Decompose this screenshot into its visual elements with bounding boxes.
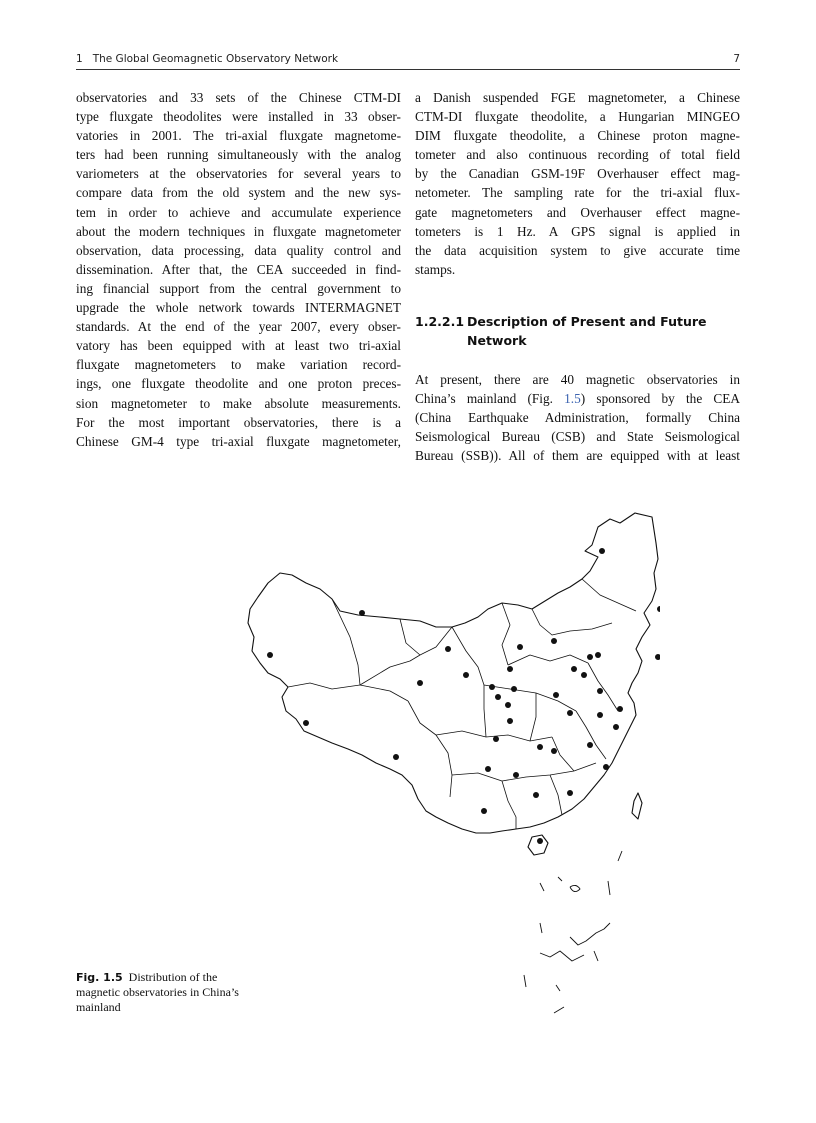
observatory-dot: [417, 680, 423, 686]
observatory-dot: [445, 646, 451, 652]
text-line: For the most important observatories, there is a: [76, 414, 401, 430]
text-line: vatory has been equipped with at least two tri-axial: [76, 338, 401, 354]
page-number: 7: [733, 53, 740, 65]
island-mark: [540, 923, 542, 933]
observatory-dot: [551, 748, 557, 754]
text-line: (China Earthquake Administration, formally China: [415, 410, 740, 426]
text-line: CTM-DI fluxgate theodolite, a Hungarian MINGEO: [415, 109, 740, 125]
section-heading: [415, 312, 740, 350]
province-border: [576, 711, 606, 759]
figure-caption: [76, 970, 246, 1015]
text-line: netometer. The sampling rate for the tri-axial flux-: [415, 185, 740, 201]
province-border: [502, 603, 510, 665]
chapter-number: 1: [76, 53, 83, 65]
observatory-dot: [655, 654, 660, 660]
province-border: [550, 775, 562, 815]
observatory-dot: [581, 672, 587, 678]
map-svg: [240, 505, 660, 1025]
section-title: Description of Present and Future Network: [467, 313, 707, 348]
observatory-dot: [533, 792, 539, 798]
province-border: [452, 763, 596, 781]
text-line: dissemination. After that, the CEA succeeded in find-: [76, 261, 401, 277]
observatory-dot: [617, 706, 623, 712]
text-line: ings, one fluxgate theodolite and one proton preces-: [76, 376, 401, 392]
observatory-dot: [463, 672, 469, 678]
observatory-dot: [359, 610, 365, 616]
island-mark: [570, 923, 610, 945]
observatory-dot: [517, 644, 523, 650]
right-paragraph-1: [415, 88, 740, 279]
running-head-chapter: [76, 53, 338, 65]
text-line: ing financial support from the central government to: [76, 280, 401, 296]
observatory-dot: [551, 638, 557, 644]
observatory-dot: [493, 736, 499, 742]
taiwan-island: [632, 793, 642, 819]
observatory-dot: [603, 764, 609, 770]
observatory-dots: [267, 548, 660, 844]
observatory-dot: [587, 742, 593, 748]
text-segment: ) sponsored by the CEA: [580, 391, 740, 407]
province-border: [582, 579, 636, 611]
island-mark: [608, 881, 610, 895]
observatory-dot: [505, 702, 511, 708]
island-mark: [594, 951, 598, 961]
observatory-dot: [595, 652, 601, 658]
province-border: [408, 701, 452, 797]
text-line: vatories in 2001. The tri-axial fluxgate magnetome-: [76, 128, 401, 144]
text-line: At present, there are 40 magnetic observatories in: [415, 371, 740, 387]
observatory-dot: [537, 838, 543, 844]
text-line: Seismological Bureau (CSB) and State Seismological: [415, 429, 740, 445]
text-line: [415, 389, 740, 408]
island-mark: [558, 877, 562, 881]
text-line: about the modern techniques in fluxgate magnetometer: [76, 223, 401, 239]
island-mark: [570, 885, 580, 891]
text-line: a Danish suspended FGE magnetometer, a Chinese: [415, 90, 740, 105]
province-border: [530, 693, 536, 741]
text-line: variometers at the observatories for several years to: [76, 166, 401, 182]
observatory-dot: [489, 684, 495, 690]
text-line: tometers is 1 Hz. A GPS signal is applied in: [415, 223, 740, 239]
observatory-dot: [567, 710, 573, 716]
observatory-dot: [613, 724, 619, 730]
text-line: sion magnetometer to make absolute measurements.: [76, 395, 401, 411]
province-borders: [288, 579, 636, 829]
observatory-dot: [303, 720, 309, 726]
province-border: [508, 655, 588, 665]
province-border: [502, 781, 516, 829]
observatory-dot: [599, 548, 605, 554]
text-line: tem in order to achieve and accumulate experience: [76, 204, 401, 220]
observatory-dot: [393, 754, 399, 760]
figure-caption-text: Distribution of the magnetic observatories in China’s mainland: [76, 970, 239, 1014]
text-line: gate magnetometers and Overhauser effect magne-: [415, 204, 740, 220]
province-border: [588, 663, 618, 711]
island-mark: [540, 883, 544, 891]
island-mark: [524, 975, 526, 987]
chapter-title: The Global Geomagnetic Observatory Network: [92, 53, 339, 65]
text-line: by the Canadian GSM-19F Overhauser effect mag-: [415, 166, 740, 182]
section-number: 1.2.2.1: [415, 313, 465, 329]
province-border: [532, 609, 612, 635]
observatory-dot: [553, 692, 559, 698]
figure-reference-link[interactable]: 1.5: [564, 391, 581, 407]
island-mark: [556, 985, 560, 991]
text-line: upgrade the whole network towards INTERMAGNET: [76, 300, 401, 316]
island-mark: [618, 851, 622, 861]
text-line: compare data from the old system and the new sys-: [76, 185, 401, 201]
text-line: stamps.: [415, 261, 456, 277]
text-line: standards. At the end of the year 2007, every obser-: [76, 319, 401, 335]
observatory-dot: [657, 606, 660, 612]
observatory-dot: [481, 808, 487, 814]
text-line: type fluxgate theodolites were installed in 33 obser-: [76, 109, 401, 125]
running-head: [76, 53, 740, 69]
province-border: [400, 619, 452, 655]
text-segment: China’s mainland (Fig.: [415, 391, 565, 407]
observatory-dot: [507, 666, 513, 672]
province-border: [360, 655, 420, 685]
text-line: tometer and also continuous recording of total field: [415, 147, 740, 163]
left-paragraph: [76, 88, 401, 451]
observatory-dot: [587, 654, 593, 660]
province-border: [552, 737, 574, 771]
province-border: [484, 685, 486, 737]
right-paragraph-2: [415, 370, 740, 465]
observatory-dot: [571, 666, 577, 672]
observatory-dot: [513, 772, 519, 778]
right-column: [415, 88, 740, 465]
china-observatory-map: [240, 505, 660, 1025]
text-line: fluxgate magnetometers to make variation record-: [76, 357, 401, 373]
province-border: [288, 683, 408, 701]
south-china-sea-islands: [524, 851, 622, 1013]
text-line: observation, data processing, data quality control and: [76, 242, 401, 258]
text-line: DIM fluxgate theodolite, a Chinese proton magne-: [415, 128, 740, 144]
hainan-island: [528, 835, 548, 855]
observatory-dot: [267, 652, 273, 658]
observatory-dot: [511, 686, 517, 692]
island-mark: [554, 1007, 564, 1013]
left-column: [76, 88, 401, 451]
figure-label: Fig. 1.5: [76, 971, 123, 984]
observatory-dot: [507, 718, 513, 724]
text-line: ters had been running simultaneously with the analog: [76, 147, 401, 163]
text-line: the data acquisition system to give accurate time: [415, 242, 740, 258]
observatory-dot: [485, 766, 491, 772]
text-line: observatories and 33 sets of the Chinese CTM-DI: [76, 90, 401, 105]
island-mark: [540, 951, 584, 961]
observatory-dot: [537, 744, 543, 750]
observatory-dot: [495, 694, 501, 700]
observatory-dot: [597, 712, 603, 718]
header-rule: [76, 69, 740, 70]
observatory-dot: [567, 790, 573, 796]
observatory-dot: [597, 688, 603, 694]
text-line: Chinese GM-4 type tri-axial fluxgate magnetometer,: [76, 433, 401, 449]
china-outline: [248, 513, 658, 833]
text-line: Bureau (SSB)). All of them are equipped with at least: [415, 448, 740, 464]
